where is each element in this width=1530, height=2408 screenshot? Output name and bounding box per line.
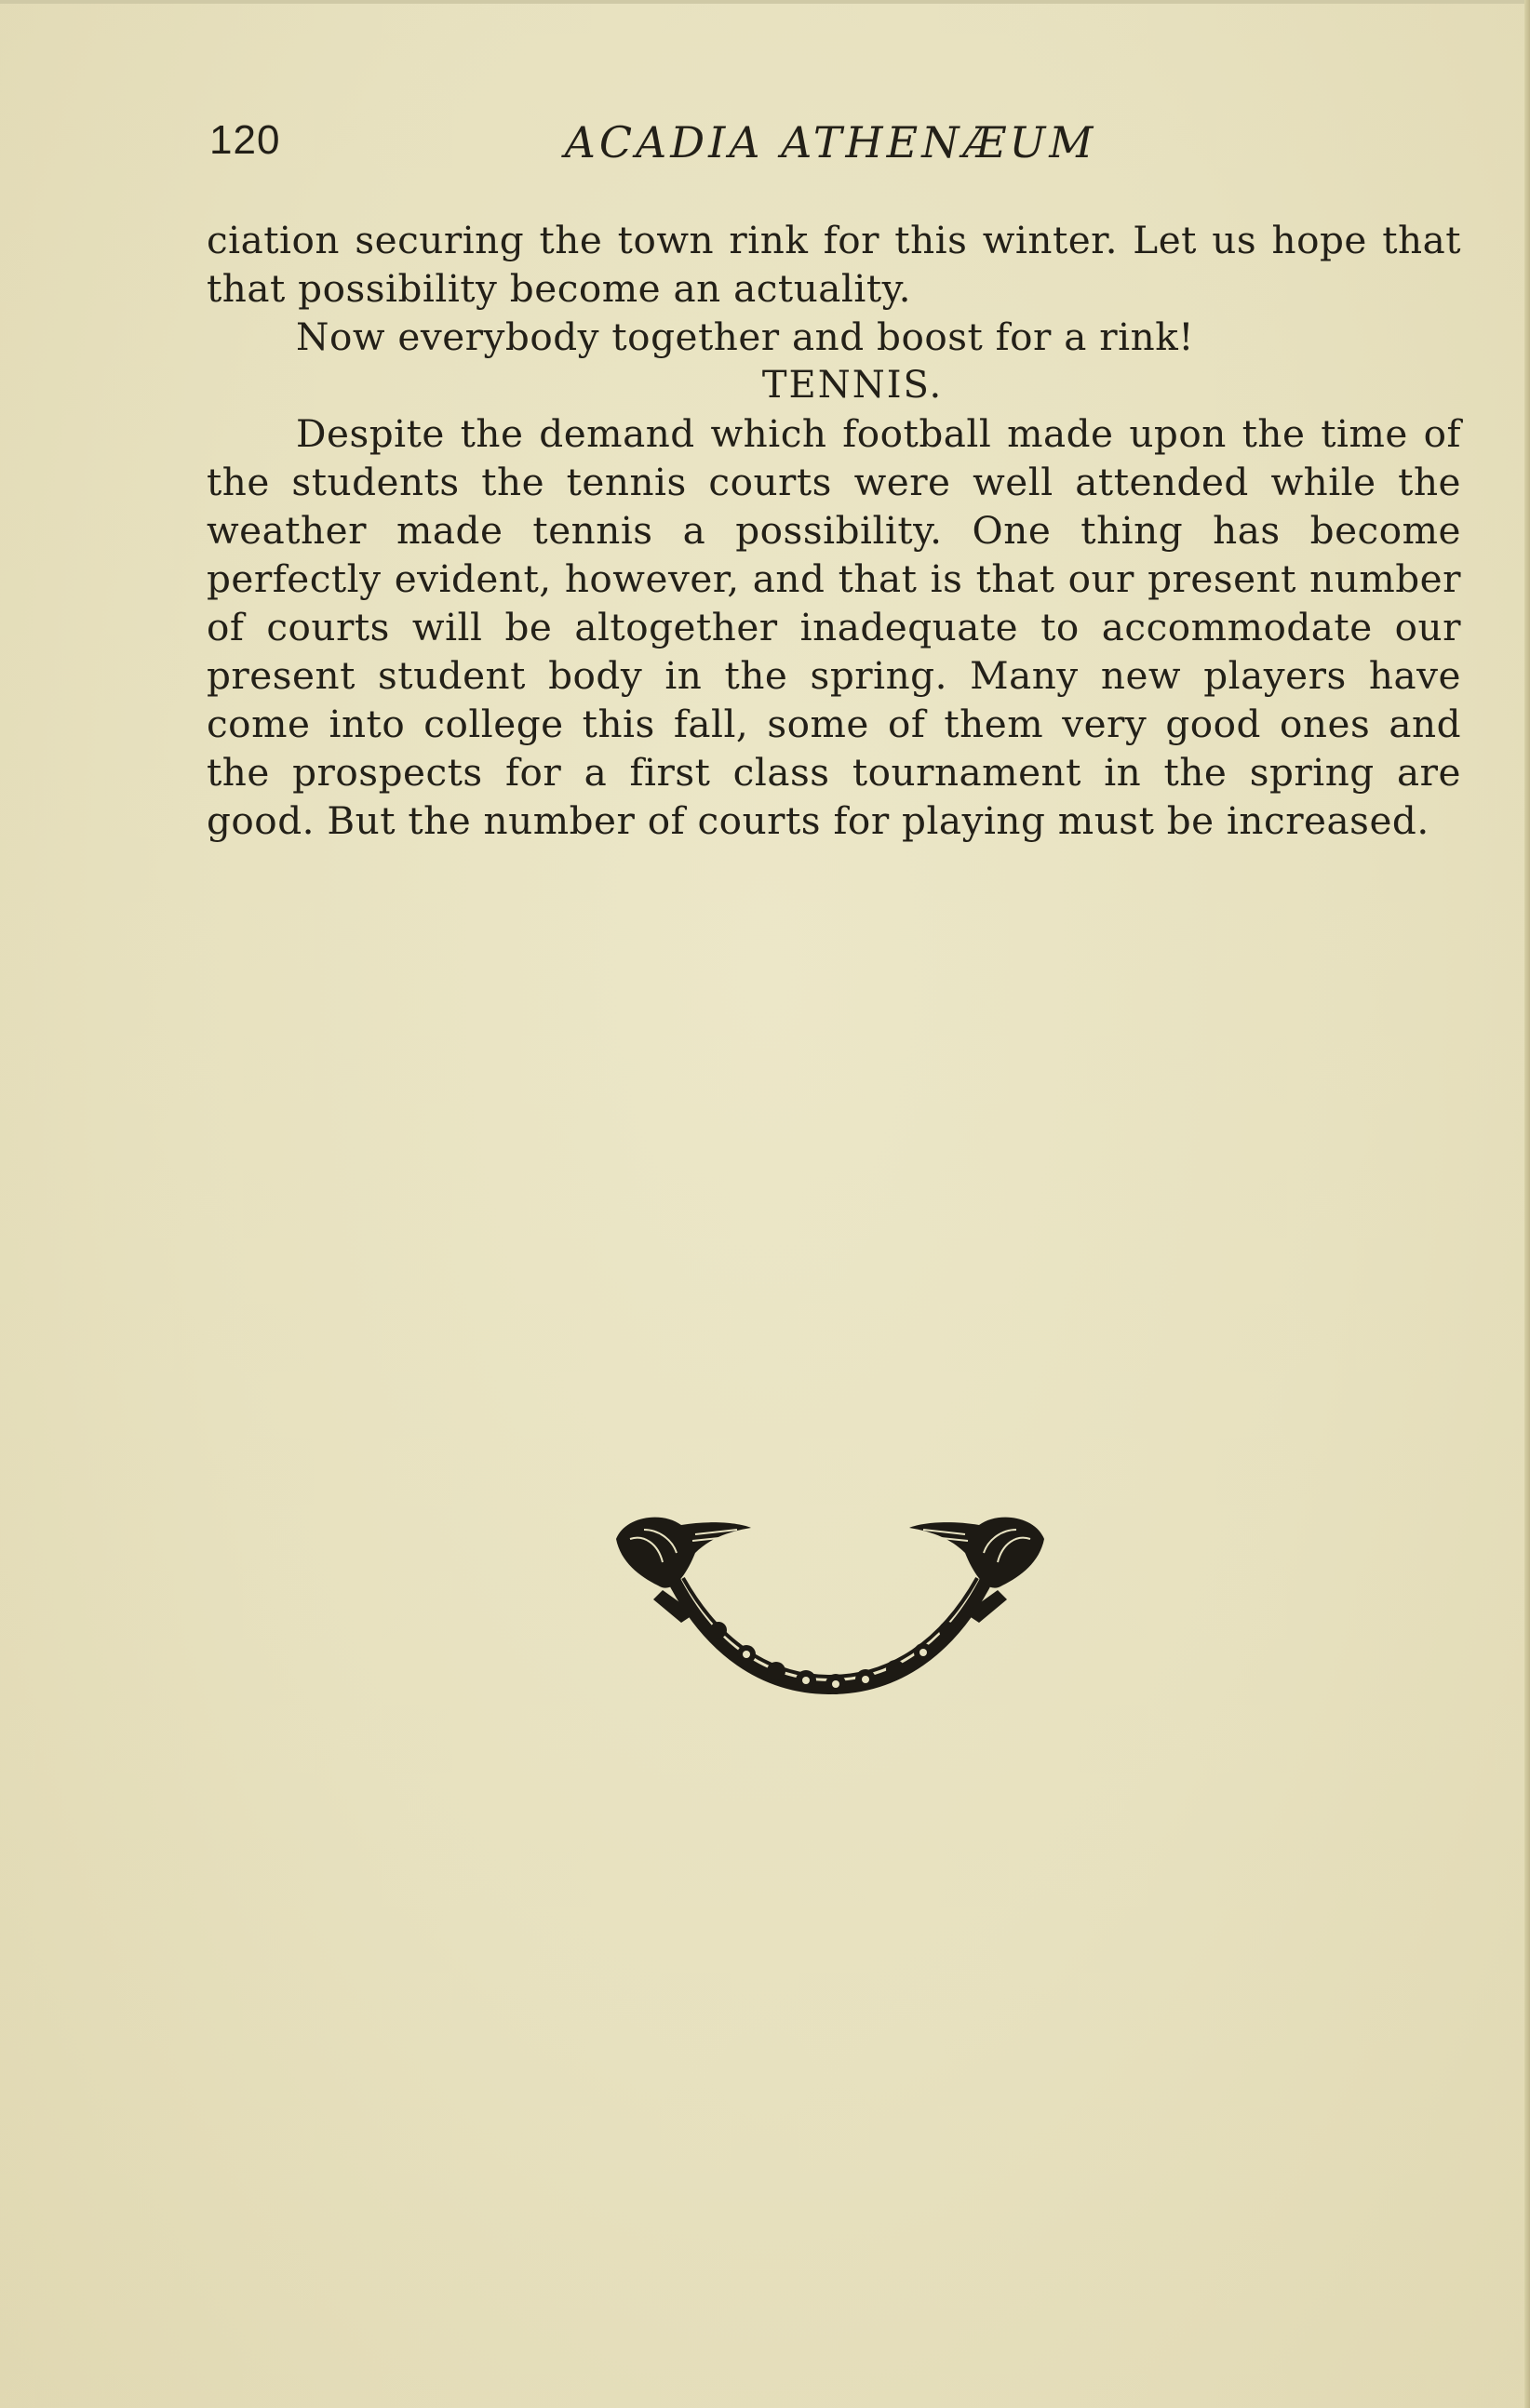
intro-paragraph-boost: Now everybody together and boost for a rink! [296,314,1195,359]
floral-garland-ornament-icon [607,1511,1054,1716]
page-number: 120 [209,117,281,163]
tennis-paragraph: Despite the demand which football made upon the time of the students the tennis courts were well attended while the weather made tennis a possibility. One thing has become perfectly evident, however, and that is that our present number of courts will be altogether inadequate to accommodate our present student body in the spring. Many new players have come into college this fall, some of them very good ones and the prospects for a first class tournament in the spring are good. But the number of courts for playing must be increased. [207,411,1461,843]
page-header [0,117,1530,173]
page-body [207,216,1461,845]
running-title: ACADIA ATHENÆUM [564,117,1097,167]
page-right-edge [1524,0,1530,2408]
intro-paragraph-continued: ciation securing the town rink for this winter. Let us hope that that possibility become an actuality. [207,218,1461,311]
section-heading-tennis: TENNIS. [761,364,944,407]
page-top-edge [0,0,1530,4]
